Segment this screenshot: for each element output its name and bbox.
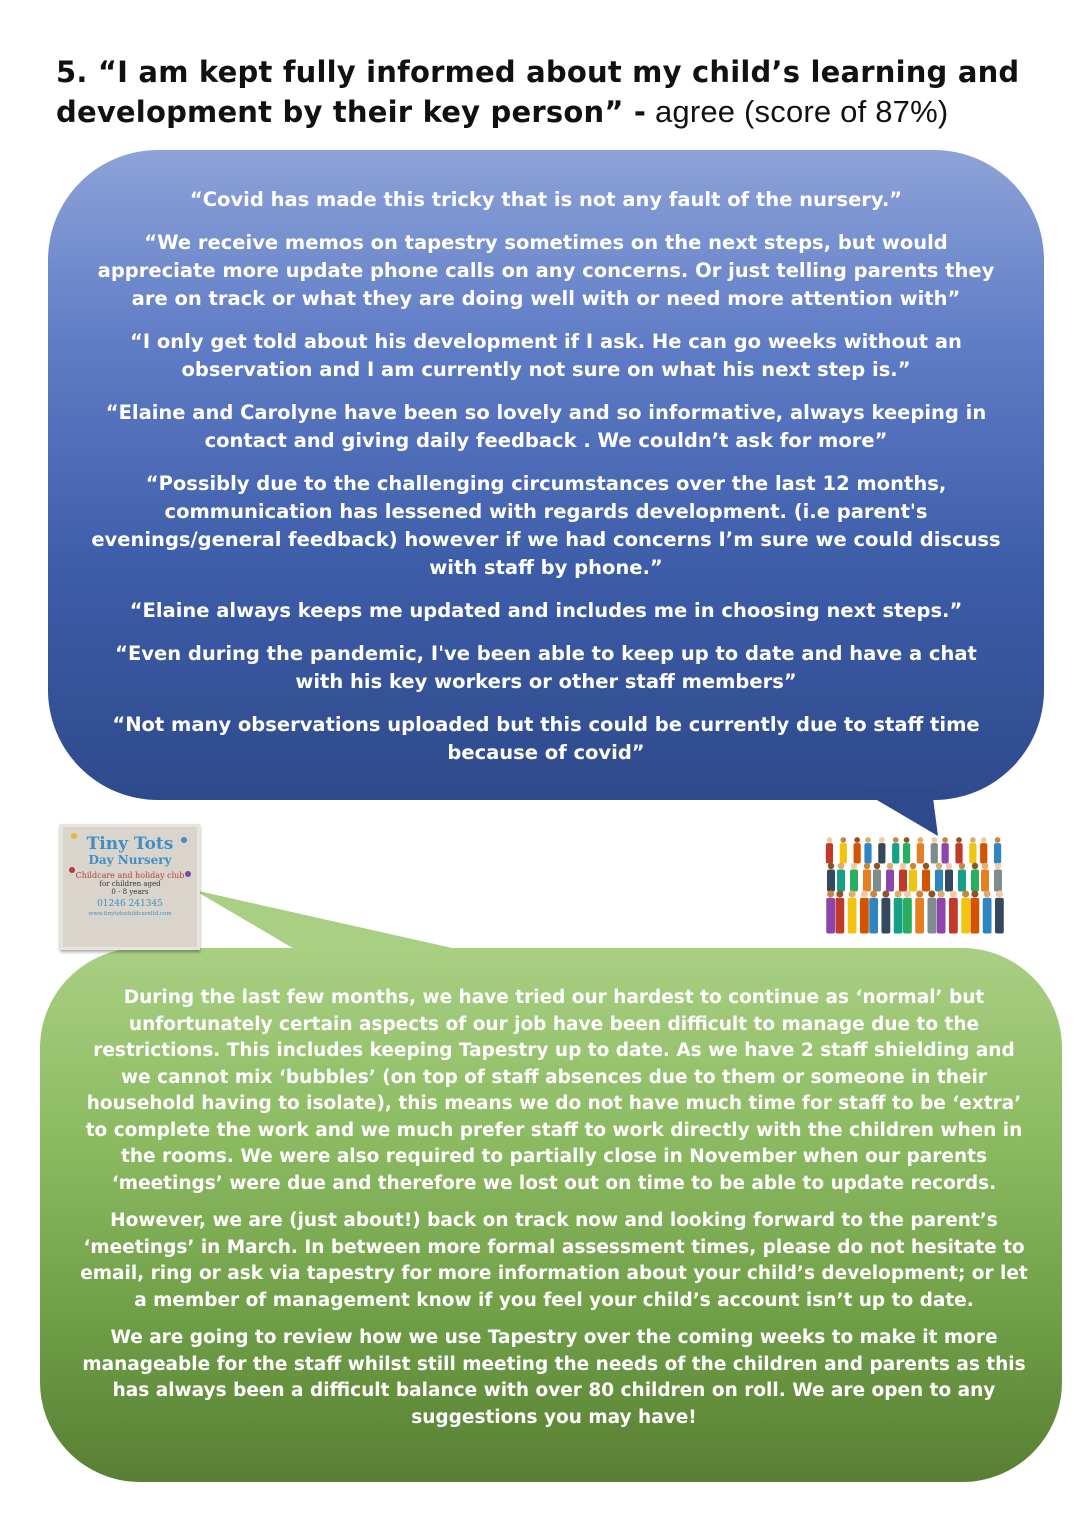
person-head — [865, 837, 871, 843]
person-head — [946, 863, 952, 869]
person-body — [837, 870, 845, 892]
person-body — [958, 870, 966, 892]
person-body — [850, 870, 858, 892]
person-body — [878, 843, 885, 863]
person-body — [931, 843, 938, 863]
person-body — [994, 843, 1001, 863]
person-body — [955, 843, 962, 863]
person-body — [922, 870, 930, 892]
person-head — [904, 837, 910, 843]
person-head — [879, 837, 885, 843]
person-head — [950, 890, 957, 897]
page-heading — [56, 52, 1056, 132]
person-head — [996, 890, 1003, 897]
person-head — [893, 837, 899, 843]
person-body — [909, 870, 917, 892]
person-head — [959, 863, 965, 869]
person-body — [942, 843, 949, 863]
person-head — [970, 837, 976, 843]
person-head — [981, 837, 987, 843]
person-body — [927, 898, 936, 934]
person-body — [840, 843, 847, 863]
person-body — [863, 870, 871, 892]
person-head — [836, 890, 843, 897]
person-body — [886, 870, 894, 892]
person-body — [903, 898, 912, 934]
person-body — [971, 870, 979, 892]
logo-name: Tiny Tots — [86, 834, 174, 854]
person-body — [848, 898, 857, 934]
crowd-illustration — [820, 826, 1004, 942]
person-body — [899, 870, 907, 892]
person-body — [995, 898, 1004, 934]
person-head — [942, 837, 948, 843]
logo-tagline: Childcare and holiday club — [75, 871, 185, 880]
person-head — [900, 863, 906, 869]
quote: “I only get told about his development if I ask. He can go weeks without an observation and I am currently not sure on what his next step is.” — [130, 330, 962, 381]
person-body — [915, 898, 924, 934]
heading-question: 5. “I am kept fully informed about my child’s learning and development by their key person” - — [56, 55, 1020, 129]
logo-dot — [69, 867, 75, 873]
person-head — [938, 890, 945, 897]
person-body — [903, 843, 910, 863]
person-body — [969, 843, 976, 863]
person-head — [916, 890, 923, 897]
person-head — [882, 890, 889, 897]
quote: “Elaine and Carolyne have been so lovely and so informative, always keeping in contact and giving daily feedback . We couldn’t ask for more” — [105, 401, 987, 452]
person-head — [827, 837, 833, 843]
person-head — [982, 863, 988, 869]
person-head — [827, 890, 834, 897]
nursery-response — [78, 985, 1030, 1442]
person-head — [864, 863, 870, 869]
person-head — [840, 837, 846, 843]
logo-dot — [181, 837, 187, 843]
person-body — [935, 870, 943, 892]
person-head — [849, 890, 856, 897]
quote: “Not many observations uploaded but this could be currently due to staff time because of covid” — [112, 713, 980, 764]
person-body — [949, 898, 958, 934]
person-body — [945, 870, 953, 892]
person-head — [972, 863, 978, 869]
person-head — [854, 837, 860, 843]
person-head — [874, 863, 880, 869]
person-body — [881, 898, 890, 934]
logo-dot — [71, 833, 77, 839]
person-head — [928, 890, 935, 897]
person-body — [854, 843, 861, 863]
person-body — [894, 898, 903, 934]
parent-quotes — [88, 186, 1004, 782]
quote: “We receive memos on tapestry sometimes on the next steps, but would appreciate more update phone calls on any concerns. Or just telling parents they are on track or what they are doing well with or need more attention with” — [97, 231, 995, 310]
person-head — [870, 890, 877, 897]
quote: “Even during the pandemic, I've been able to keep up to date and have a chat with his key workers or other staff members” — [115, 642, 977, 693]
heading-score: agree (score of 87%) — [646, 94, 949, 129]
logo-phone: 01246 241345 — [97, 899, 163, 909]
person-body — [892, 843, 899, 863]
person-head — [995, 863, 1001, 869]
person-head — [895, 890, 902, 897]
person-body — [873, 870, 881, 892]
person-head — [984, 890, 991, 897]
person-body — [917, 843, 924, 863]
person-body — [983, 898, 992, 934]
person-body — [827, 870, 835, 892]
person-body — [860, 898, 869, 934]
response-paragraph: During the last few months, we have tried our hardest to continue as ‘normal’ but unfortunately certain aspects of our job have been difficult to manage due to the restrictions. This includes keeping Tapestry up to date. As we have 2 staff shielding and we cannot mix ‘bubbles’ (on top of staff absences due to them or someone in their household having to isolate), this means we do not have much time for staff to be ‘extra’ to complete the work and we much prefer staff to work directly with the children when in the rooms. We were also required to partially close in November when our parents ‘meetings’ were due and therefore we lost out on time to be able to update records. — [85, 987, 1023, 1194]
logo-website: www.tinytotschildcareltd.com — [88, 911, 172, 917]
person-head — [962, 890, 969, 897]
person-body — [835, 898, 844, 934]
person-head — [936, 863, 942, 869]
person-head — [861, 890, 868, 897]
person-head — [838, 863, 844, 869]
person-body — [981, 870, 989, 892]
person-body — [994, 870, 1002, 892]
person-body — [826, 898, 835, 934]
person-head — [887, 863, 893, 869]
logo-subname: Day Nursery — [88, 853, 172, 867]
quote: “Possibly due to the challenging circumstances over the last 12 months, communication has lessened with regards development. (i.e parent's evenings/general feedback) however if we had concerns I’m sure we could discuss with staff by phone.” — [91, 472, 1001, 579]
quote: “Covid has made this tricky that is not any fault of the nursery.” — [189, 188, 903, 211]
person-body — [980, 843, 987, 863]
person-head — [923, 863, 929, 869]
logo-dot — [185, 871, 191, 877]
person-head — [995, 837, 1001, 843]
person-head — [851, 863, 857, 869]
response-paragraph: We are going to review how we use Tapestry over the coming weeks to make it more manageable for the staff whilst still meeting the needs of the children and parents as this has always been a difficult balance with over 80 children on roll. We are open to any suggestions you may have! — [82, 1327, 1026, 1428]
person-body — [826, 843, 833, 863]
response-paragraph: However, we are (just about!) back on track now and looking forward to the parent’s ‘meetings’ in March. In between more formal assessment times, please do not hesitate to email, ring or ask via tapestry for more information about your child’s development; or let a member of management know if you feel your child’s account isn’t up to date. — [80, 1210, 1028, 1311]
tiny-tots-logo — [60, 824, 200, 950]
logo-ages: 0 - 8 years — [111, 888, 149, 896]
person-head — [828, 863, 834, 869]
person-body — [869, 898, 878, 934]
person-body — [970, 898, 979, 934]
person-head — [910, 863, 916, 869]
person-body — [961, 898, 970, 934]
person-head — [904, 890, 911, 897]
person-head — [971, 890, 978, 897]
person-body — [864, 843, 871, 863]
quote: “Elaine always keeps me updated and includes me in choosing next steps.” — [129, 599, 963, 622]
person-head — [918, 837, 924, 843]
person-body — [937, 898, 946, 934]
person-head — [931, 837, 937, 843]
logo-ages-label: for children aged — [99, 880, 161, 888]
person-head — [956, 837, 962, 843]
